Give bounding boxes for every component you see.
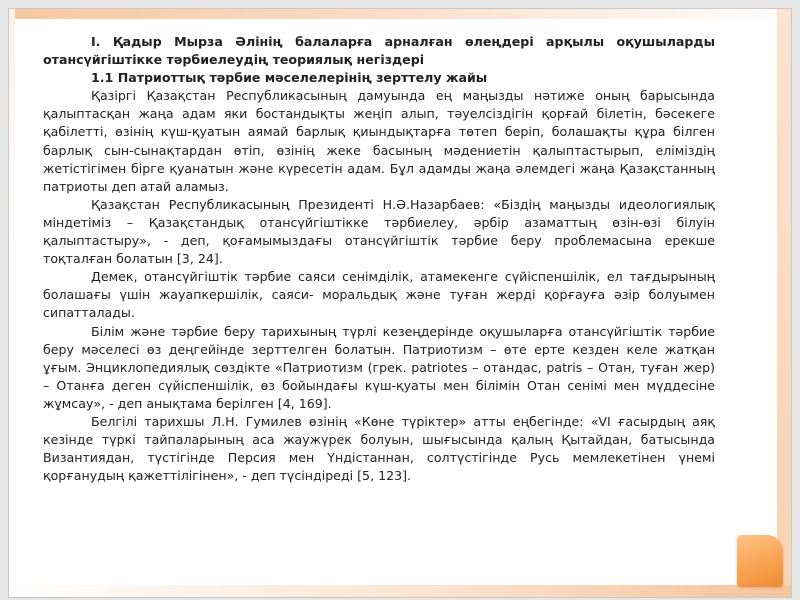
paragraph: Қазіргі Қазақстан Республикасының дамуында ең маңызды нәтиже оның барысында қалыптасқан жаңа адам яки бостандықты жеңіп алып, тәуелсіздігін қорғай білетін, бәсекеге қабілетті, өзінің күш-қуатын аямай барлық қиындықтарға төтеп беріп, болашақты құра білген барлық сын-сынақтардан өтіп, өзінің жеке басының мәдениетін қалыптастырып, еліміздің жетістігімен бірге қуанатын және күресетін адам. Бұл адамды жаңа әлемдегі жаңа Қазақстанның патриоты деп атай аламыз. xyxy=(43,88,715,194)
paragraph: Қазақстан Республикасының Президенті Н.Ә.Назарбаев: «Біздің маңызды идеологиялық міндетіміз – Қазақстандық отансүйгіштікке тәрбиелеу, әрбір азаматтың өзін-өзі білуін қалыптастыру», - деп, қоғамымыздағы отансүйгіштік тәрбие беру проблемасына ерекше тоқталған болатын [3, 24]. xyxy=(43,196,715,267)
decorative-top-band xyxy=(9,9,791,19)
paragraph: Демек, отансүйгіштік тәрбие саяси сенімділік, атамекенге сүйіспеншілік, ел тағдырының болашағы үшін жауапкершілік, саяси- моральдық және туған жерді қорғауға әзір болуымен сипатталады. xyxy=(43,269,715,321)
section-heading: I. Қадыр Мырза Әлінің балаларға арналған өлеңдері арқылы оқушыларды отансүйгіштікке тәрбиелеудің теориялық негіздері xyxy=(43,34,715,68)
slide-text-body xyxy=(43,33,715,485)
slide xyxy=(8,8,792,598)
subsection-heading: 1.1 Патриоттық тәрбие мәселелерінің зерттелу жайы xyxy=(91,70,488,86)
decorative-right-band xyxy=(777,9,791,597)
paragraph: Білім және тәрбие беру тарихының түрлі кезеңдерінде оқушыларға отансүйгіштік тәрбие беру мәселесі өз деңгейінде зерттелген болатын. Патриотизм – өте ерте кезден келе жатқан ұғым. Энциклопедиялық сөздікте «Патриотизм (грек. patriotes – отандас, patris – Отан, туған жер) – Отанға деген сүйіспеншілік, өз бойындағы күш-қуаты мен білімін Отан сенімі мен мүддесіне жұмсау», - деп анықтама берілген [4, 169]. xyxy=(43,323,715,411)
decorative-left-band xyxy=(9,9,15,597)
corner-accent-shape xyxy=(737,535,783,587)
paragraph: Белгілі тарихшы Л.Н. Гумилев өзінің «Көне түріктер» атты еңбегінде: «VI ғасырдың аяқ кезінде түркі тайпаларының аса жаужүрек болуын, шығысында қалың Қытайдан, батысында Византиядан, түстігінде Персия мен Үндістаннан, солтүстігінде Русь мемлекетінен үнемі қорғанудың қажеттілігінен», - деп түсіндіреді [5, 123]. xyxy=(43,413,715,484)
decorative-bottom-band xyxy=(9,585,791,597)
